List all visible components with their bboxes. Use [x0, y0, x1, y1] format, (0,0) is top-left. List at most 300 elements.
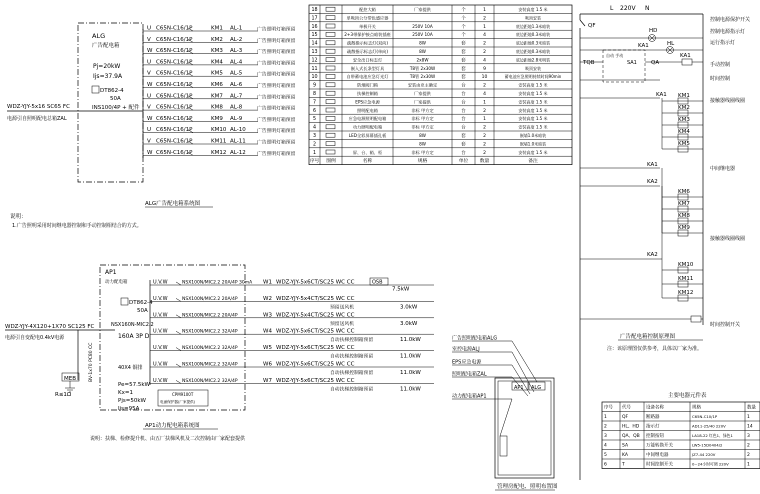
legend-symbol-icon [326, 49, 335, 53]
component-row [602, 459, 760, 468]
alg-circuit-phase: V [147, 36, 151, 43]
room-outline [495, 378, 554, 478]
component-row [602, 412, 760, 421]
ap1-circuit-load: 预留送风机 [330, 305, 354, 311]
legend-row [309, 123, 572, 131]
legend-cell: 套 [461, 134, 466, 139]
legend-row [309, 64, 572, 72]
legend-row [309, 47, 572, 55]
legend-cell: 疏散指示标志灯(单向) [347, 49, 388, 54]
legend-row [309, 114, 572, 122]
component-cell: 3 [747, 434, 750, 439]
ctrl-ka1-contact-1: KA1 [656, 92, 667, 98]
ctrl-km-label: KM12 [678, 290, 694, 296]
component-cell: 指示灯 [646, 424, 660, 430]
legend-cell: 17 [311, 16, 318, 22]
legend-cell: 18 [311, 8, 318, 13]
alg-circuit-phase: W [147, 149, 153, 156]
room-leader-label: 广告照明配电箱ALG [452, 335, 498, 342]
alg-circuit-breaker: C65N-C16/1P [156, 70, 193, 77]
alg-circuit-km: KM2 [211, 36, 223, 43]
alg-circuit-phase: U [147, 127, 152, 134]
ctrl-km-row [662, 117, 703, 128]
ctrl-label-time: 时间控制 [710, 76, 731, 82]
legend-cell: 台 [461, 83, 466, 89]
legend-cell: 安装高度 1.5 米 [518, 82, 548, 88]
legend-cell: 6 [312, 108, 317, 114]
legend-cell: 嵌墙1.0米暗装 [519, 133, 547, 138]
alg-circuit-km: KM6 [211, 82, 223, 88]
alg-circuit-al: AL-1 [230, 25, 243, 32]
legend-cell: 非标 甲方定 [411, 149, 434, 155]
legend-header-cell: 序号 [309, 159, 320, 165]
component-cell: 0~24小时可调 220V [692, 461, 729, 467]
ap1-ijs: Ijs=95A [118, 406, 140, 412]
legend-cell: 13 [311, 50, 318, 55]
legend-symbol-icon [326, 66, 335, 70]
component-cell: 1 [747, 415, 750, 420]
legend-row [309, 89, 572, 97]
legend-cell: 台 [461, 108, 466, 114]
legend-cell: 疏散指示标志灯(双向) [347, 40, 388, 46]
legend-cell: 2 [483, 16, 486, 22]
legend-cell: 9 [483, 66, 486, 72]
legend-cell: 12 [311, 58, 318, 64]
component-row [602, 450, 760, 459]
legend-cell: 8W [419, 133, 426, 138]
legend-cell: 16 [311, 24, 318, 30]
legend-cell: 10 [481, 75, 488, 81]
ap1-circuit-load: 自动扶梯控制箱预留 [330, 338, 374, 344]
ctrl-ka1-contact-2: KA1 [647, 162, 658, 168]
component-cell: 1 [604, 415, 607, 420]
legend-symbol-icon [326, 133, 335, 137]
alg-circuit-phase: W [147, 82, 153, 88]
ctrl-km-label: KM9 [678, 225, 690, 231]
alg-circuit-km: KM9 [211, 115, 223, 122]
ap1-circuit-row [150, 278, 434, 293]
ap1-circuit-w: W3 [263, 312, 272, 319]
alg-circuit-breaker: C65N-C16/1P [156, 115, 193, 122]
ap1-circuit-breaker: NSX100N/MIC2.2 20A/4P 30mA [182, 280, 253, 286]
alg-circuit-km: KM5 [211, 70, 223, 77]
ap1-circuit-breaker: NSX100N/MIC2.2 20A/4P [182, 296, 238, 302]
legend-row [309, 139, 572, 147]
ap1-circuit-w: W4 [263, 328, 272, 335]
component-cell: QA、QB [622, 434, 640, 439]
component-cell: SA [622, 443, 629, 449]
alg-circuit-breaker: C65N-C16/1P [156, 138, 193, 145]
room-leader-label: EPS应急电源 [452, 359, 482, 366]
legend-cell: 厂家提供 [414, 91, 431, 96]
alg-circuit-breaker: C65N-C16/1P [156, 48, 193, 55]
legend-cell: 安装高度 1.5 米 [518, 116, 548, 122]
alg-circuit-phase: U [147, 59, 152, 66]
legend-row [309, 13, 572, 21]
legend-cell: 单吸顶公分带色感应器 [346, 15, 389, 21]
alg-circuit-desc: 广告照明灯箱预留 [257, 38, 296, 44]
ctrl-label-hl: 运行指示灯 [710, 40, 736, 46]
time-switch-icon [691, 316, 701, 322]
ap1-circuit-power: 11.0kW [400, 353, 421, 360]
legend-cell: 2 [483, 125, 486, 131]
ap1-system-diagram [5, 265, 434, 442]
component-cell: KA [622, 453, 628, 458]
legend-header-cell: 图例 [326, 159, 336, 165]
ap1-circuit-row [150, 329, 434, 344]
ap1-ground: R≤1Ω [55, 392, 72, 398]
alg-circuit-km: KM3 [211, 48, 223, 55]
alg-circuit-row [143, 139, 296, 146]
alg-circuit-phase: W [147, 48, 153, 55]
legend-cell: 3 [312, 134, 317, 139]
component-header-cell: 设备名称 [646, 405, 664, 411]
breaker-icon [176, 315, 181, 318]
legend-cell: T8管 2x30W [409, 74, 436, 80]
legend-cell: 台 [461, 100, 466, 106]
legend-cell: 底边距地0.3米暗装 [515, 32, 551, 38]
alg-circuit-km: KM10 [211, 127, 227, 134]
legend-header-cell: 规格 [417, 159, 428, 165]
component-header-cell: 规格 [692, 405, 701, 411]
breaker-icon [176, 331, 181, 334]
component-cell: 万能转换开关 [646, 443, 673, 449]
alg-circuit-row [143, 71, 296, 78]
room-leader-labels [452, 335, 537, 437]
legend-cell: T8管 2x30W [409, 65, 436, 71]
ap1-circuit-row [150, 345, 434, 360]
legend-cell: 嵌入式长条型灯具 [350, 65, 385, 71]
alg-circuit-km: KM1 [211, 25, 223, 32]
legend-symbol-icon [326, 58, 335, 62]
ap1-circuit-w: W2 [263, 295, 272, 302]
ctrl-km-row [662, 189, 703, 200]
room-leader-label: 室控电源ALJ [452, 346, 480, 353]
ctrl-km-label: KM1 [678, 93, 690, 99]
legend-cell: 非标 甲方定 [411, 116, 434, 122]
alg-feeder: WDZ-YJY-5x16 SC65 FC [7, 104, 70, 110]
room-alg-tag: ALG [531, 385, 542, 391]
alg-circuit-km: KM7 [211, 93, 223, 100]
legend-cell: 2 [483, 50, 486, 55]
legend-cell: 5 [312, 117, 317, 123]
alg-circuit-al: AL-5 [230, 70, 243, 77]
alg-circuit-al: AL-2 [230, 36, 243, 43]
ap1-circuit-power: 3.0kW [400, 304, 418, 311]
legend-row [309, 55, 572, 63]
legend-cell: 蓄电池应急照明持续时间90min [504, 74, 562, 80]
alg-pj: Pj=20kW [93, 63, 121, 70]
room-leader-label: 动力配电箱AP1 [452, 393, 487, 400]
legend-row [309, 39, 572, 47]
alg-circuit-desc: 广告照明灯箱预留 [257, 129, 296, 135]
ctrl-label-contactor-2: 接触器线圈线圈 [710, 236, 746, 242]
legend-cell: 2 [483, 134, 486, 139]
component-cell: T [622, 462, 625, 468]
room-leader-line [512, 341, 537, 382]
alg-circuit-row [143, 48, 296, 55]
legend-symbol-icon [326, 74, 335, 78]
room-layout [452, 335, 558, 491]
alg-circuit-breaker: C65N-C16/1P [156, 149, 193, 156]
alg-feeder-note: 电源引自照明配电总箱ZAL [7, 116, 67, 122]
legend-cell: 8W [419, 141, 426, 147]
ap1-meter-icon [121, 298, 128, 305]
legend-cell: 安装高度 1.5 米 [518, 99, 548, 105]
room-side-panel [500, 436, 507, 456]
alg-box-title: ALG [92, 32, 106, 40]
ka1-coil-icon [682, 59, 692, 65]
component-cell: HL、HD [622, 424, 640, 430]
alg-circuit-desc: 广告照明灯箱预留 [257, 27, 296, 33]
legend-symbol-icon [326, 83, 335, 87]
legend-cell: 台 [461, 150, 466, 156]
ctrl-km-label: KM3 [678, 117, 690, 123]
alg-circuit-breaker: C65N-C16/1P [156, 36, 193, 43]
legend-cell: 8 [312, 92, 317, 97]
ctrl-km-row [662, 213, 703, 224]
legend-cell: 套 [461, 41, 466, 47]
alg-circuit-breaker: C65N-C16/1P [156, 93, 193, 100]
alg-circuit-al: AL-6 [230, 82, 243, 88]
legend-header-cell: 名称 [362, 159, 373, 165]
ap1-meb: MEB [64, 376, 76, 382]
ap1-feeder: WDZ-YJY-4X120+1X70 SC125 FC [5, 324, 95, 330]
legend-cell: 2 [483, 83, 486, 89]
component-cell: 断路器 [646, 415, 660, 420]
ctrl-l-label: L [610, 5, 614, 12]
component-row [602, 431, 760, 440]
ap1-dt: DT862-4 [129, 300, 153, 306]
legend-row [309, 22, 572, 30]
component-row [602, 421, 760, 430]
component-header-cell: 数量 [747, 405, 756, 411]
ctrl-km-row [662, 201, 703, 212]
legend-symbol-icon [326, 142, 335, 146]
ctrl-km-label: KM6 [678, 189, 690, 195]
component-cell: LW5-15D0404/2 [692, 442, 723, 448]
ctrl-n-label: N [645, 5, 650, 12]
component-cell: 控制按钮 [646, 434, 664, 439]
legend-cell: 1 [483, 24, 486, 30]
ap1-circuit-cable: WDZ-YJY-5x4CT/SC25 WC CC [276, 295, 355, 302]
legend-cell: 1 [483, 117, 486, 123]
room-leader [452, 371, 528, 397]
legend-cell: 底边距地2.8米明装 [515, 57, 551, 63]
legend-header-cell: 数量 [479, 159, 490, 165]
component-cell: 时间控制开关 [646, 462, 673, 468]
ctrl-note: 注：该原理图仅供参考，具体以厂家为准。 [607, 346, 703, 352]
ctrl-ka2-contact-2: KA2 [647, 252, 658, 258]
legend-cell: 1 [312, 150, 317, 156]
ap1-circuit-breaker: NSX100N/MIC2.2 32A/4P [182, 329, 238, 335]
ap1-circuit-breaker: NSX100N/MIC2.2 32A/4P [182, 362, 238, 368]
ap1-circuit-w: W6 [263, 361, 272, 368]
alg-circuit-desc: 广告照明灯箱预留 [257, 61, 296, 67]
legend-cell: 吸顶安装 [525, 65, 541, 71]
ctrl-label-qf: 控制电源保护开关 [710, 17, 751, 23]
component-cell: LA18-22 红色1、绿色1 [692, 433, 733, 438]
legend-cell: 安装高度 1.5 米 [518, 91, 548, 96]
ap1-circuit-w: W1 [263, 279, 272, 286]
ctrl-km-label: KM5 [678, 141, 690, 147]
ctrl-km-label: KM11 [678, 276, 694, 282]
legend-cell: 8W [419, 40, 426, 46]
ctrl-label-contactor-1: 接触器线圈线圈 [710, 98, 746, 104]
legend-cell: 底边距地1.3米暗装 [515, 23, 551, 29]
ap1-circuit-power: 11.0kW [400, 370, 421, 376]
legend-cell: 安全出口标志灯 [352, 57, 383, 63]
legend-cell: 安装高度 1.5 米 [518, 149, 548, 155]
ap1-circuit-power: 11.0kW [400, 337, 421, 344]
alg-circuit-desc: 广告照明灯箱预留 [257, 72, 296, 78]
legend-cell: 动力照明配电箱 [352, 124, 383, 130]
alg-meter-icon [92, 86, 99, 93]
ctrl-right-labels [710, 16, 750, 328]
alg-circuit-row [143, 105, 296, 112]
alg-note-line: 1.广告照明采用时间继电器控制和手动控制相结合的方式。 [12, 223, 142, 229]
legend-symbol-icon [326, 16, 335, 20]
legend-symbol-icon [326, 41, 335, 45]
ap1-circuit-cable: WDZ-YJY-5x6CT/SC25 WC CC [276, 361, 355, 368]
breaker-icon [176, 348, 181, 351]
legend-cell: 8W [419, 49, 426, 54]
alg-circuit-row [143, 116, 296, 123]
legend-cell: 台 [461, 117, 466, 123]
alg-circuit-desc: 广告照明灯箱预留 [257, 95, 296, 101]
ctrl-label-relay: 中间继电器 [710, 166, 736, 172]
legend-row [309, 148, 572, 156]
ctrl-label-hd: 控制电源指示灯 [710, 29, 746, 35]
alg-system-diagram [7, 23, 296, 229]
component-cell: QF [622, 415, 629, 420]
legend-cell: 扶梯控制箱 [357, 91, 378, 96]
ap1-circuit-w: W5 [263, 345, 272, 352]
ctrl-km-row [662, 105, 703, 116]
ap1-pjs: Pjs=50kW [118, 398, 146, 404]
ap1-pe: Pe=57.5kW [118, 382, 150, 388]
ap1-circuit-power: 7.5kW [392, 286, 410, 293]
ap1-circuit-row [150, 362, 434, 377]
legend-header-cell: 备注 [528, 159, 538, 165]
legend-cell: 配控大箱 [359, 7, 376, 12]
ap1-circuit-phase: U.V.W [153, 295, 168, 302]
ap1-circuit-cable: WDZ-YJY-5x4CT/SC25 WC CC [276, 312, 355, 319]
legend-cell: 台 [461, 125, 466, 131]
ap1-circuit-breaker: NSX100N/MIC2.2 20A/4P [182, 313, 238, 319]
ctrl-ka1-coil: KA1 [680, 53, 691, 59]
legend-cell: 台 [461, 92, 466, 97]
ap1-circuit-breaker: NSX100N/MIC2.2 32A/4P [182, 346, 238, 352]
ctrl-km-row [662, 290, 703, 301]
alg-note-title: 说明： [10, 214, 27, 220]
ap1-circuit-phase: U.V.W [153, 361, 168, 368]
alg-circuit-phase: V [147, 70, 151, 77]
legend-cell: 4 [483, 92, 486, 97]
ap1-note: 说明：扶梯、检修提升机、由五厂扶梯风机及二次控制由厂家配套提供 [90, 436, 246, 442]
ctrl-km-row [662, 225, 703, 236]
component-cell: 4 [604, 443, 607, 449]
alg-circuit-row [143, 150, 296, 157]
ap1-bus: 40X4 铜排 [118, 365, 143, 371]
ap1-circuit-breaker: NSX100N/MIC2.2 32A/4P [182, 378, 238, 384]
ap1-circuit-cable: WDZ-YJY-5x6CT/SC25 WC CC [276, 377, 355, 384]
ap1-box-title: AP1 [105, 269, 117, 276]
alg-dt-amp: 50A [110, 96, 121, 102]
alg-dt: DT862-4 [100, 88, 124, 94]
alg-circuit-breaker: C65N-C16/1P [156, 59, 193, 66]
alg-circuit-phase: U [147, 93, 152, 100]
legend-cell: 套 [461, 75, 466, 81]
ctrl-km-row [662, 276, 703, 287]
ap1-main-rating: 160A 3P D [118, 333, 150, 340]
ctrl-sa1: SA1 [627, 60, 637, 66]
legend-cell: 250V 10A [412, 23, 433, 29]
ctrl-km-label: KM4 [678, 129, 690, 135]
alg-circuit-km: KM11 [211, 138, 227, 145]
component-cell: 3 [604, 434, 607, 439]
legend-cell: 安装高度 1.5 米 [518, 7, 548, 12]
ctrl-hl: HL [667, 41, 675, 47]
legend-table [309, 5, 572, 165]
room-leader [452, 393, 512, 437]
component-cell: AD11-25/40 220V [692, 423, 726, 429]
legend-symbol-icon [326, 24, 335, 28]
legend-row [309, 97, 572, 105]
legend-cell: 个 [461, 33, 466, 39]
ctrl-label-manual: 手动控制 [710, 62, 731, 68]
legend-cell: 11 [311, 66, 318, 72]
legend-cell: 9 [312, 83, 317, 89]
legend-cell: 个 [461, 16, 466, 22]
ctrl-km-row [662, 93, 703, 104]
ctrl-qa: QA [651, 60, 660, 66]
ctrl-km-label: KM2 [678, 105, 690, 111]
ctrl-voltage: 220V [620, 5, 636, 12]
room-leader-label: 照明配电箱ZAL [452, 371, 487, 378]
alg-circuit-row [143, 82, 296, 89]
ctrl-caption: 广告配电箱控制原理图 [620, 334, 676, 340]
ctrl-km-label: KM10 [678, 262, 694, 268]
ctrl-km-row [662, 129, 703, 140]
legend-cell: 4 [483, 58, 486, 64]
legend-cell: 套 [461, 50, 466, 55]
legend-cell: 套 [461, 66, 466, 72]
alg-circuit-al: AL-3 [230, 48, 243, 55]
legend-cell: 套 [461, 58, 466, 64]
ap1-circuit-load: 自动扶梯控制箱预留 [330, 387, 374, 393]
legend-cell: 应急电源照明配电箱 [348, 116, 387, 122]
alg-circuit-desc: 广告照明灯箱预留 [257, 151, 296, 157]
legend-cell: 10 [311, 75, 318, 81]
alg-circuit-desc: 广告照明灯箱预留 [257, 140, 296, 146]
legend-cell: 2 [483, 41, 486, 47]
legend-row [309, 30, 572, 38]
alg-ijs: Ijs=37.9A [93, 73, 123, 80]
alg-circuit-breaker: C65N-C16/1P [156, 104, 193, 111]
legend-cell: 底边距地0.3米暗装 [515, 49, 551, 54]
component-header-cell: 代号 [622, 405, 631, 411]
room-caption: 管理房配电、照明布置图 [497, 484, 558, 490]
alg-circuit-row [143, 37, 296, 44]
component-cell: 2 [747, 453, 750, 458]
legend-cell: 照明配电箱 [357, 107, 378, 113]
legend-cell: 250V 10A [412, 32, 433, 38]
component-table-title: 主要电器元件表 [668, 393, 707, 399]
breaker-icon [176, 282, 181, 285]
legend-cell: 屏、台、箱、柜 [352, 149, 383, 155]
legend-cell: 自带蓄电池应急灯光灯 [346, 74, 389, 80]
